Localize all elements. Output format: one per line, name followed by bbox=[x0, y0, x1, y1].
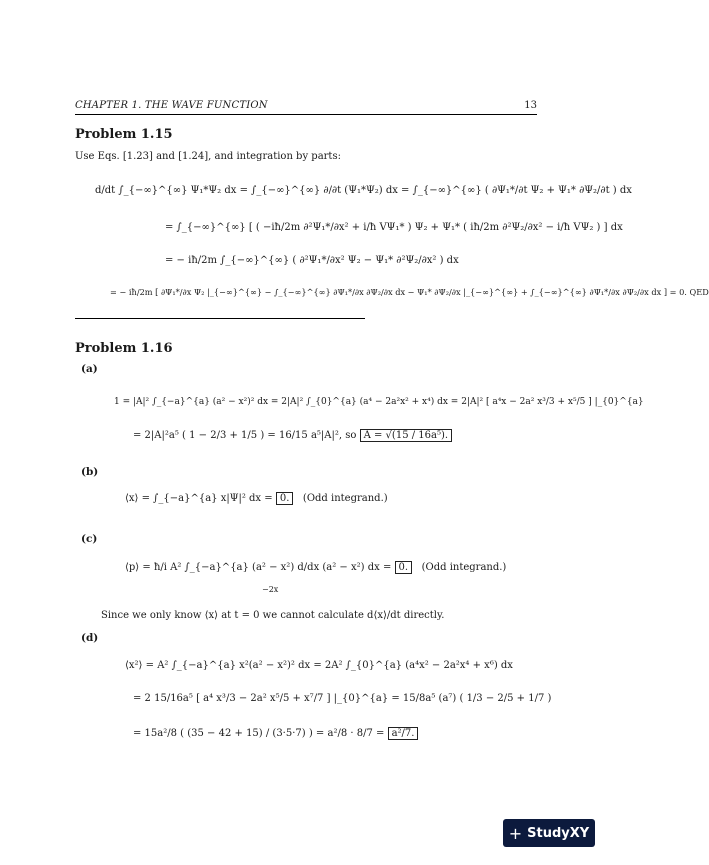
underbrace-label: −2x bbox=[262, 585, 279, 594]
page-number: 13 bbox=[524, 100, 537, 111]
problem-1-15-title: Problem 1.15 bbox=[75, 127, 173, 142]
answer-c-box: 0. bbox=[395, 561, 413, 574]
eq-d-line-1: ⟨x²⟩ = A² ∫_{−a}^{a} x²(a² − x²)² dx = 2A² ∫_{0}^{a} (a⁴x² − 2a²x⁴ + x⁶) dx bbox=[125, 660, 513, 671]
part-d-label: (d) bbox=[81, 632, 99, 644]
part-c-label: (c) bbox=[81, 533, 98, 545]
logo-text: StudyXY bbox=[527, 825, 590, 841]
comment-c: (Odd integrand.) bbox=[421, 562, 507, 573]
eq-c-line bbox=[125, 562, 506, 573]
chapter-title: CHAPTER 1. THE WAVE FUNCTION bbox=[75, 100, 268, 111]
eq-d-line-2: = 2 15/16a⁵ [ a⁴ x³/3 − 2a² x⁵/5 + x⁷/7 ] |_{0}^{a} = 15/8a⁵ (a⁷) ( 1/3 − 2/5 + 1/7 ) bbox=[133, 693, 552, 704]
running-header bbox=[75, 100, 537, 114]
problem-1-15-intro: Use Eqs. [1.23] and [1.24], and integration by parts: bbox=[75, 151, 341, 162]
answer-d-box: a²/7. bbox=[388, 727, 419, 740]
eq-1-15-line-4: = − iħ/2m [ ∂Ψ₁*/∂x Ψ₂ |_{−∞}^{∞} − ∫_{−∞}^{∞} ∂Ψ₁*/∂x ∂Ψ₂/∂x dx − Ψ₁* ∂Ψ₂/∂x |_{−∞}^{∞} + ∫_{−∞}^{∞} ∂Ψ₁*/∂x ∂Ψ₂/∂x dx ] = 0. QED bbox=[110, 287, 709, 297]
header-rule bbox=[75, 114, 537, 115]
answer-b-box: 0. bbox=[276, 492, 294, 505]
eq-d-line-3 bbox=[133, 728, 418, 739]
part-b-label: (b) bbox=[81, 466, 99, 478]
eq-1-15-line-3: = − iħ/2m ∫_{−∞}^{∞} ( ∂²Ψ₁*/∂x² Ψ₂ − Ψ₁* ∂²Ψ₂/∂x² ) dx bbox=[165, 255, 459, 266]
eq-1-15-line-1: d/dt ∫_{−∞}^{∞} Ψ₁*Ψ₂ dx = ∫_{−∞}^{∞} ∂/∂t (Ψ₁*Ψ₂) dx = ∫_{−∞}^{∞} ( ∂Ψ₁*/∂t Ψ₂ + Ψ₁* ∂Ψ₂/∂t ) dx bbox=[95, 185, 632, 196]
note-c: Since we only know ⟨x⟩ at t = 0 we cannot calculate d⟨x⟩/dt directly. bbox=[101, 610, 445, 621]
eq-b-text: ⟨x⟩ = ∫_{−a}^{a} x|Ψ|² dx = bbox=[125, 493, 273, 504]
eq-a-line-2-text: = 2|A|²a⁵ ( 1 − 2/3 + 1/5 ) = 16/15 a⁵|A|², so bbox=[133, 430, 357, 441]
answer-a-box: A = √(15 / 16a⁵). bbox=[360, 429, 452, 442]
eq-a-line-1: 1 = |A|² ∫_{−a}^{a} (a² − x²)² dx = 2|A|² ∫_{0}^{a} (a⁴ − 2a²x² + x⁴) dx = 2|A|² [ a⁴x − 2a² x³/3 + x⁵/5 ] |_{0}^{a} bbox=[114, 397, 644, 407]
eq-1-15-line-2: = ∫_{−∞}^{∞} [ ( −iħ/2m ∂²Ψ₁*/∂x² + i/ħ VΨ₁* ) Ψ₂ + Ψ₁* ( iħ/2m ∂²Ψ₂/∂x² − i/ħ VΨ₂ ) ] dx bbox=[165, 222, 623, 233]
plus-icon: + bbox=[508, 823, 523, 843]
eq-c-text: ⟨p⟩ = ħ/i A² ∫_{−a}^{a} (a² − x²) d/dx (a² − x²) dx = bbox=[125, 562, 392, 573]
section-separator bbox=[75, 318, 365, 319]
comment-b: (Odd integrand.) bbox=[302, 493, 388, 504]
part-a-label: (a) bbox=[81, 363, 98, 375]
eq-a-line-2 bbox=[133, 430, 452, 441]
problem-1-16-title: Problem 1.16 bbox=[75, 341, 173, 356]
eq-d-line-3-text: = 15a²/8 ( (35 − 42 + 15) / (3·5·7) ) = a²/8 · 8/7 = bbox=[133, 728, 385, 739]
eq-b-line bbox=[125, 493, 388, 504]
studyxy-logo[interactable] bbox=[503, 819, 595, 847]
